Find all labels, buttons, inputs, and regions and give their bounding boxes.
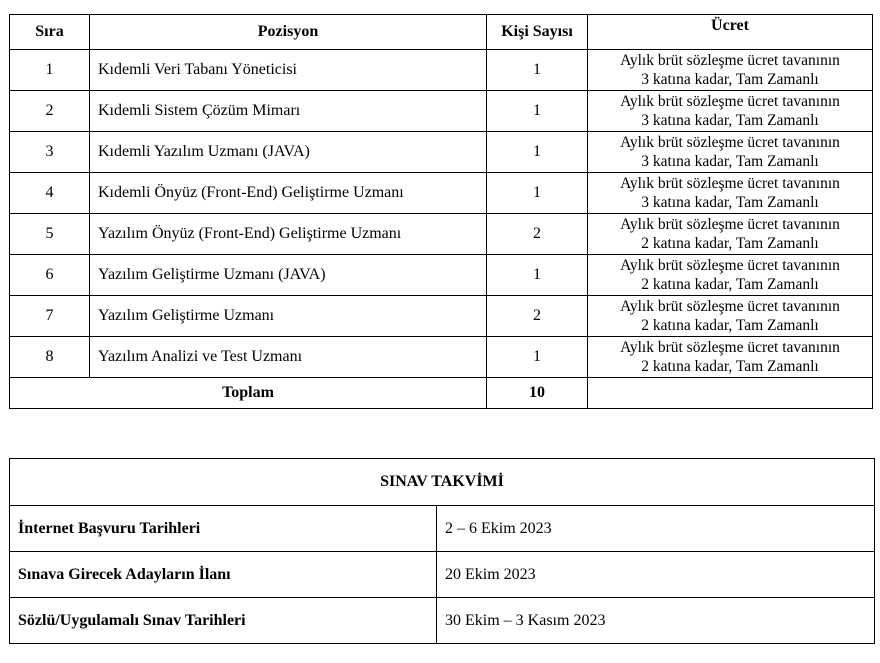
exam-schedule-table <box>9 458 875 644</box>
ucret-line2: 2 katına kadar, Tam Zamanlı <box>641 235 819 252</box>
ucret-line1: Aylık brüt sözleşme ücret tavanının <box>620 257 840 274</box>
schedule-label: İnternet Başvuru Tarihleri <box>10 506 437 552</box>
ucret-line2: 2 katına kadar, Tam Zamanlı <box>641 276 819 293</box>
header-ucret: Ücret <box>588 15 873 50</box>
schedule-value: 2 – 6 Ekim 2023 <box>437 506 875 552</box>
table-row <box>10 337 873 378</box>
table-row <box>10 173 873 214</box>
header-pozisyon: Pozisyon <box>90 15 487 50</box>
sira-cell: 2 <box>10 91 90 132</box>
ucret-line1: Aylık brüt sözleşme ücret tavanının <box>620 216 840 233</box>
sira-cell: 7 <box>10 296 90 337</box>
table-row <box>10 91 873 132</box>
schedule-row <box>10 506 875 552</box>
schedule-value: 20 Ekim 2023 <box>437 552 875 598</box>
pozisyon-cell: Yazılım Analizi ve Test Uzmanı <box>90 337 487 378</box>
pozisyon-cell: Kıdemli Veri Tabanı Yöneticisi <box>90 50 487 91</box>
table-row <box>10 296 873 337</box>
ucret-line2: 3 katına kadar, Tam Zamanlı <box>641 71 819 88</box>
kisi-cell: 2 <box>487 214 588 255</box>
total-row <box>10 378 873 409</box>
total-label: Toplam <box>10 378 487 409</box>
schedule-label: Sınava Girecek Adayların İlanı <box>10 552 437 598</box>
ucret-cell <box>588 132 873 173</box>
kisi-cell: 1 <box>487 337 588 378</box>
sira-cell: 8 <box>10 337 90 378</box>
pozisyon-cell: Yazılım Geliştirme Uzmanı <box>90 296 487 337</box>
schedule-label: Sözlü/Uygulamalı Sınav Tarihleri <box>10 598 437 644</box>
schedule-row <box>10 552 875 598</box>
sira-cell: 6 <box>10 255 90 296</box>
positions-header-row <box>10 15 873 50</box>
ucret-line2: 3 katına kadar, Tam Zamanlı <box>641 194 819 211</box>
kisi-cell: 1 <box>487 255 588 296</box>
kisi-cell: 1 <box>487 50 588 91</box>
table-row <box>10 255 873 296</box>
pozisyon-cell: Kıdemli Yazılım Uzmanı (JAVA) <box>90 132 487 173</box>
schedule-title-row <box>10 459 875 506</box>
total-empty-cell <box>588 378 873 409</box>
ucret-line2: 3 katına kadar, Tam Zamanlı <box>641 153 819 170</box>
table-row <box>10 50 873 91</box>
schedule-title: SINAV TAKVİMİ <box>10 459 875 506</box>
ucret-line2: 2 katına kadar, Tam Zamanlı <box>641 317 819 334</box>
table-row <box>10 214 873 255</box>
sira-cell: 5 <box>10 214 90 255</box>
kisi-cell: 2 <box>487 296 588 337</box>
pozisyon-cell: Kıdemli Önyüz (Front-End) Geliştirme Uzmanı <box>90 173 487 214</box>
ucret-cell <box>588 50 873 91</box>
ucret-line1: Aylık brüt sözleşme ücret tavanının <box>620 298 840 315</box>
table-row <box>10 132 873 173</box>
kisi-cell: 1 <box>487 173 588 214</box>
ucret-cell <box>588 255 873 296</box>
ucret-line1: Aylık brüt sözleşme ücret tavanının <box>620 52 840 69</box>
schedule-value: 30 Ekim – 3 Kasım 2023 <box>437 598 875 644</box>
sira-cell: 4 <box>10 173 90 214</box>
ucret-line2: 3 katına kadar, Tam Zamanlı <box>641 112 819 129</box>
ucret-cell <box>588 214 873 255</box>
pozisyon-cell: Yazılım Önyüz (Front-End) Geliştirme Uzmanı <box>90 214 487 255</box>
header-kisi-sayisi: Kişi Sayısı <box>487 15 588 50</box>
schedule-row <box>10 598 875 644</box>
pozisyon-cell: Kıdemli Sistem Çözüm Mimarı <box>90 91 487 132</box>
ucret-cell <box>588 91 873 132</box>
ucret-cell <box>588 337 873 378</box>
ucret-cell <box>588 173 873 214</box>
total-value: 10 <box>487 378 588 409</box>
ucret-line1: Aylık brüt sözleşme ücret tavanının <box>620 93 840 110</box>
ucret-line1: Aylık brüt sözleşme ücret tavanının <box>620 339 840 356</box>
ucret-line1: Aylık brüt sözleşme ücret tavanının <box>620 175 840 192</box>
ucret-line2: 2 katına kadar, Tam Zamanlı <box>641 358 819 375</box>
sira-cell: 1 <box>10 50 90 91</box>
kisi-cell: 1 <box>487 91 588 132</box>
pozisyon-cell: Yazılım Geliştirme Uzmanı (JAVA) <box>90 255 487 296</box>
kisi-cell: 1 <box>487 132 588 173</box>
positions-table <box>9 14 873 409</box>
sira-cell: 3 <box>10 132 90 173</box>
header-sira: Sıra <box>10 15 90 50</box>
ucret-line1: Aylık brüt sözleşme ücret tavanının <box>620 134 840 151</box>
ucret-cell <box>588 296 873 337</box>
